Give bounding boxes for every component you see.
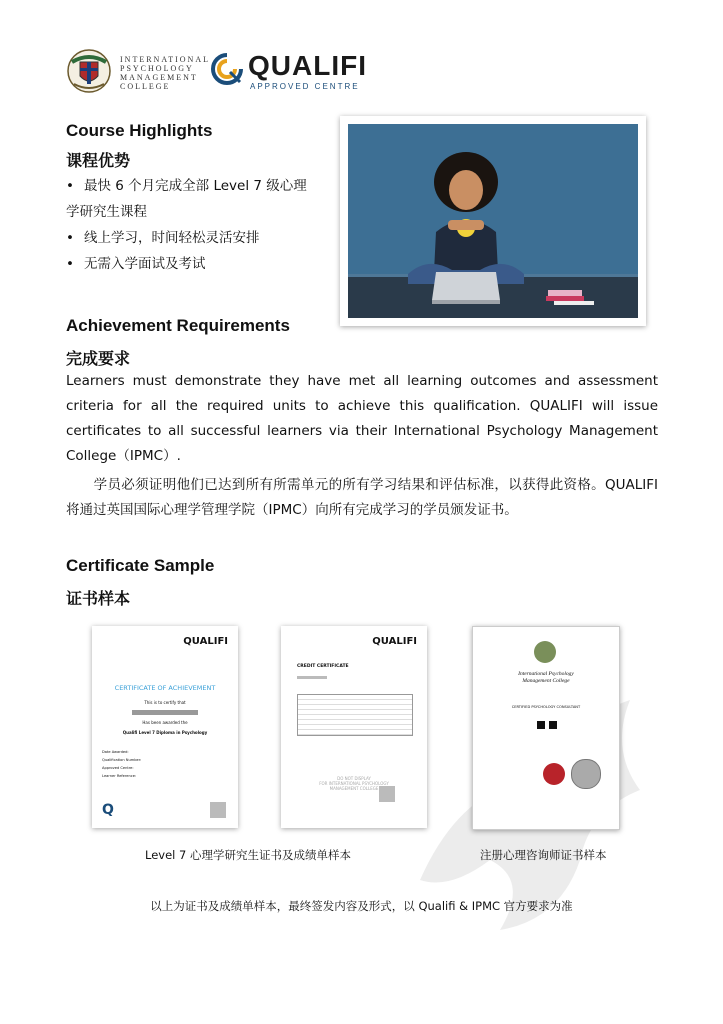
cert3-school: [473, 671, 619, 685]
highlights-title-en: Course Highlights: [66, 121, 213, 140]
cert1-field: Approved Centre:: [102, 766, 134, 770]
certificate-of-achievement-sample: [92, 626, 238, 828]
ipmc-line: COLLEGE: [120, 82, 171, 91]
achievement-title-en: Achievement Requirements: [66, 316, 290, 335]
qualifi-swirl-logo: [210, 52, 244, 86]
certificates-title-en: Certificate Sample: [66, 556, 215, 575]
bullet-text: 最快 6 个月完成全部 Level 7 级心理: [84, 178, 307, 194]
cert3-school-line: International Psychology: [518, 671, 574, 677]
silver-seal-icon: [571, 759, 601, 789]
redacted-name-bar: [132, 710, 198, 715]
cert1-qualification: Qualifi Level 7 Diploma in Psychology: [122, 730, 208, 735]
cert2-units-table: [297, 694, 413, 736]
cert3-crest-icon: [534, 641, 556, 663]
cert1-awarded: Has been awarded the: [142, 720, 188, 725]
cert3-redaction: [537, 721, 545, 729]
cert2-qr-code: [379, 786, 395, 802]
achievement-paragraph-cn: 学员必须证明他们已达到所有所需单元的所有学习结果和评估标准，以获得此资格。QUALIFI 将通过英国国际心理学管理学院（IPMC）向所有完成学习的学员颁发证书。: [66, 477, 658, 518]
bullet-text: 无需入学面试及考试: [84, 256, 206, 272]
ipmc-line: INTERNATIONAL: [120, 55, 210, 64]
achievement-title-cn: 完成要求: [66, 349, 131, 368]
qualifi-subtitle: APPROVED CENTRE: [250, 82, 360, 91]
bullet-continuation: 学研究生课程: [66, 204, 147, 220]
caption-right: 注册心理咨询师证书样本: [480, 848, 607, 862]
list-item: [66, 225, 336, 251]
list-item: [66, 251, 336, 277]
cert2-line: [297, 676, 327, 679]
cert1-field: Date Awarded:: [102, 750, 129, 754]
bullet-text: 线上学习，时间轻松灵活安排: [84, 230, 260, 246]
cert1-heading: CERTIFICATE OF ACHIEVEMENT: [114, 684, 216, 692]
cert1-qr-code: [210, 802, 226, 818]
student-photo: [348, 124, 638, 318]
bullet-icon: •: [66, 230, 74, 246]
ipmc-line: MANAGEMENT: [120, 73, 198, 82]
red-wax-seal-icon: [543, 763, 565, 785]
cert3-redaction: [549, 721, 557, 729]
highlights-title-cn: 课程优势: [66, 151, 131, 170]
ipmc-wordmark: [120, 55, 210, 91]
bullet-icon: •: [66, 256, 74, 272]
cert1-q-icon: Q: [102, 802, 114, 818]
ipmc-line: PSYCHOLOGY: [120, 64, 194, 73]
bullet-icon: •: [66, 178, 74, 194]
list-item: [66, 173, 336, 199]
cert1-fields: [102, 748, 141, 780]
certificates-title-cn: 证书样本: [66, 589, 131, 608]
watermark-line: MANAGEMENT COLLEGE: [329, 786, 379, 791]
cert1-certify: This is to certify that: [144, 700, 186, 705]
achievement-paragraph-en: Learners must demonstrate they have met all learning outcomes and assessment criteria for all the required units to achieve this qualification. QUALIFI will issue certificates to all successful learners via their International Psychology Management College（IPMC）.: [66, 373, 658, 464]
caption-left: Level 7 心理学研究生证书及成绩单样本: [145, 848, 351, 862]
qualifi-wordmark: QUALIFI: [248, 50, 367, 81]
cert3-school-line: Management College: [522, 678, 570, 684]
ipmc-consultant-certificate-sample: [472, 626, 620, 830]
credit-certificate-sample: [281, 626, 427, 828]
watermark-line: FOR INTERNATIONAL PSYCHOLOGY: [319, 781, 389, 786]
cert2-watermark: [281, 776, 427, 791]
ipmc-crest-logo: [66, 48, 112, 94]
cert2-brand: QUALIFI: [372, 636, 417, 647]
cert1-field: Qualification Number:: [102, 758, 142, 762]
cert2-heading: CREDIT CERTIFICATE: [297, 664, 349, 669]
cert3-title: CERTIFIED PSYCHOLOGY CONSULTANT: [511, 705, 581, 709]
watermark-line: DO NOT DISPLAY: [337, 776, 371, 781]
cert1-field: Learner Reference:: [102, 774, 137, 778]
certificate-footnote: 以上为证书及成绩单样本，最终签发内容及形式，以 Qualifi & IPMC 官方要求为准: [150, 899, 573, 913]
highlights-section: [66, 121, 336, 277]
highlights-list: [66, 173, 336, 277]
cert1-brand: QUALIFI: [183, 636, 228, 647]
student-photo-frame: [340, 116, 646, 326]
